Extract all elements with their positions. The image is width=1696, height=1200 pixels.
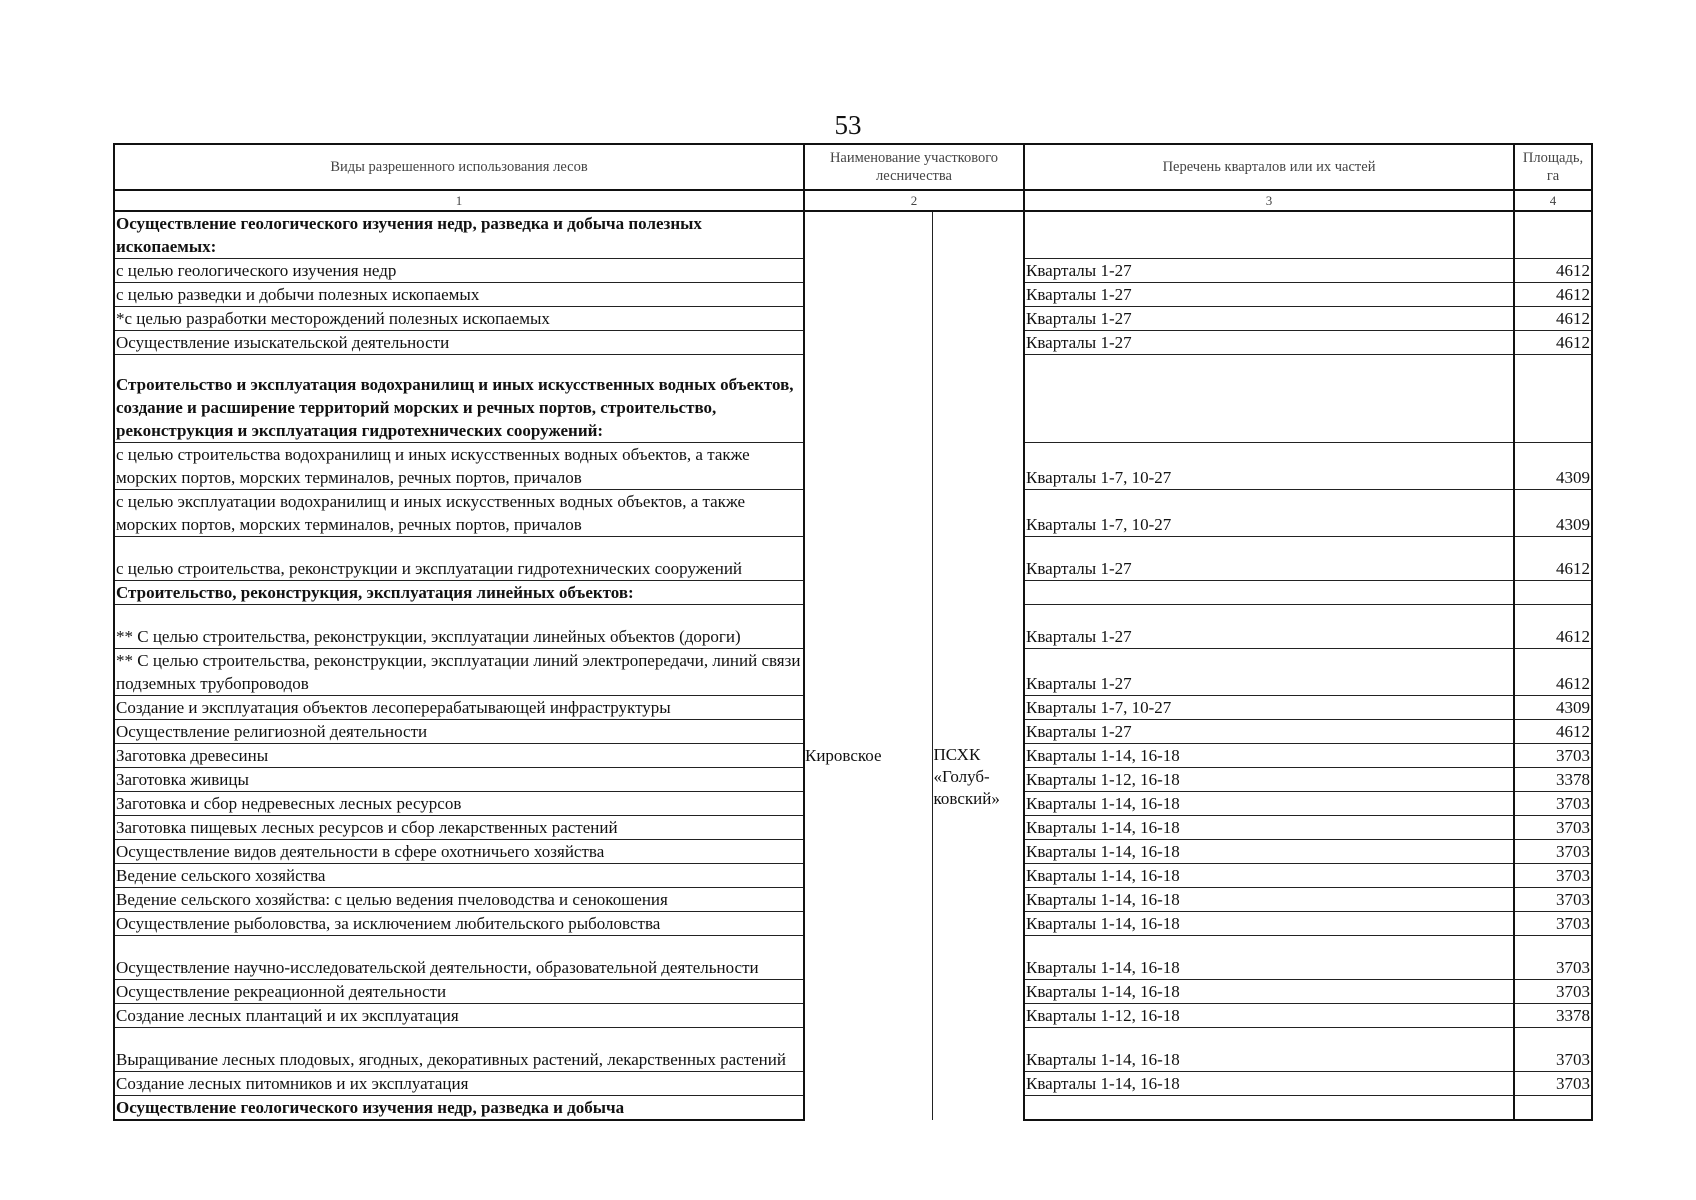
quarters-cell: Кварталы 1-27	[1024, 605, 1514, 649]
use-type-cell: Ведение сельского хозяйства	[114, 864, 804, 888]
quarters-cell: Кварталы 1-14, 16-18	[1024, 744, 1514, 768]
area-cell: 4612	[1514, 307, 1592, 331]
table-row	[114, 211, 1592, 259]
area-cell	[1514, 355, 1592, 443]
header-row	[114, 144, 1592, 190]
quarters-cell	[1024, 355, 1514, 443]
forestry-subdistrict-name: «Голуб-	[933, 766, 990, 786]
forestry-district-cell	[804, 443, 932, 490]
use-type-cell: ** С целью строительства, реконструкции, эксплуатации линейных объектов (дороги)	[114, 605, 804, 649]
forestry-subdistrict-cell	[932, 355, 1024, 443]
quarters-cell: Кварталы 1-12, 16-18	[1024, 1004, 1514, 1028]
area-cell: 3703	[1514, 1028, 1592, 1072]
area-cell	[1514, 1096, 1592, 1121]
area-cell: 3378	[1514, 768, 1592, 792]
use-type-cell: Заготовка пищевых лесных ресурсов и сбор лекарственных растений	[114, 816, 804, 840]
quarters-cell: Кварталы 1-27	[1024, 649, 1514, 696]
forestry-subdistrict-cell	[932, 581, 1024, 605]
area-cell: 4309	[1514, 696, 1592, 720]
table-row	[114, 840, 1592, 864]
area-cell: 3703	[1514, 1072, 1592, 1096]
use-type-cell: Осуществление научно-исследовательской деятельности, образовательной деятельности	[114, 936, 804, 980]
area-cell: 3703	[1514, 792, 1592, 816]
forestry-district-cell	[804, 936, 932, 980]
forestry-district-cell	[804, 696, 932, 720]
use-type-cell: Заготовка и сбор недревесных лесных ресурсов	[114, 792, 804, 816]
header-quarters-list: Перечень кварталов или их частей	[1024, 144, 1514, 190]
forestry-subdistrict-cell	[932, 816, 1024, 840]
forest-use-table	[113, 143, 1593, 1121]
forestry-subdistrict-cell	[932, 720, 1024, 744]
area-cell: 4612	[1514, 537, 1592, 581]
quarters-cell: Кварталы 1-12, 16-18	[1024, 768, 1514, 792]
quarters-cell: Кварталы 1-14, 16-18	[1024, 912, 1514, 936]
quarters-cell	[1024, 581, 1514, 605]
area-cell: 3703	[1514, 744, 1592, 768]
forestry-district-cell	[804, 980, 932, 1004]
forestry-subdistrict-cell	[932, 259, 1024, 283]
forestry-district-cell	[804, 1096, 932, 1121]
forestry-district-cell	[804, 259, 932, 283]
use-type-cell: Осуществление рыболовства, за исключением любительского рыболовства	[114, 912, 804, 936]
forestry-subdistrict-cell	[932, 331, 1024, 355]
use-type-cell: *с целью разработки месторождений полезных ископаемых	[114, 307, 804, 331]
forestry-subdistrict-cell	[932, 490, 1024, 537]
header-num-1: 1	[114, 190, 804, 211]
table-row	[114, 581, 1592, 605]
forestry-subdistrict-name: ковский»	[933, 788, 1000, 808]
use-type-cell: с целью геологического изучения недр	[114, 259, 804, 283]
area-cell: 3378	[1514, 1004, 1592, 1028]
area-cell: 4612	[1514, 331, 1592, 355]
forestry-subdistrict-cell	[932, 864, 1024, 888]
table-row	[114, 980, 1592, 1004]
forestry-district-cell	[804, 1028, 932, 1072]
quarters-cell: Кварталы 1-14, 16-18	[1024, 816, 1514, 840]
area-cell	[1514, 581, 1592, 605]
table-row	[114, 768, 1592, 792]
forestry-district-cell	[804, 1004, 932, 1028]
area-cell	[1514, 211, 1592, 259]
quarters-cell	[1024, 211, 1514, 259]
quarters-cell: Кварталы 1-14, 16-18	[1024, 1072, 1514, 1096]
table-row	[114, 888, 1592, 912]
table-row	[114, 307, 1592, 331]
quarters-cell: Кварталы 1-14, 16-18	[1024, 888, 1514, 912]
quarters-cell: Кварталы 1-7, 10-27	[1024, 443, 1514, 490]
area-cell: 4612	[1514, 605, 1592, 649]
area-cell: 3703	[1514, 936, 1592, 980]
use-type-cell: с целью строительства, реконструкции и эксплуатации гидротехнических сооружений	[114, 537, 804, 581]
area-cell: 4612	[1514, 649, 1592, 696]
forestry-subdistrict-block	[934, 744, 1000, 810]
table-row	[114, 1096, 1592, 1121]
table-row	[114, 696, 1592, 720]
forestry-district-cell	[804, 537, 932, 581]
forestry-subdistrict-cell	[932, 744, 1024, 808]
forestry-district-cell	[804, 283, 932, 307]
table-row	[114, 864, 1592, 888]
table-row	[114, 1028, 1592, 1072]
quarters-cell: Кварталы 1-27	[1024, 307, 1514, 331]
area-cell: 3703	[1514, 840, 1592, 864]
use-type-cell: Осуществление геологического изучения недр, разведка и добыча полезных ископаемых:	[114, 211, 804, 259]
quarters-cell: Кварталы 1-14, 16-18	[1024, 980, 1514, 1004]
forestry-subdistrict-cell	[932, 283, 1024, 307]
quarters-cell: Кварталы 1-7, 10-27	[1024, 490, 1514, 537]
forestry-district-cell	[804, 649, 932, 696]
quarters-cell: Кварталы 1-27	[1024, 259, 1514, 283]
use-type-cell: Осуществление геологического изучения недр, разведка и добыча	[114, 1096, 804, 1121]
forestry-subdistrict-cell	[932, 649, 1024, 696]
forestry-district-cell	[804, 864, 932, 888]
table-row	[114, 936, 1592, 980]
use-type-cell: Создание лесных питомников и их эксплуатация	[114, 1072, 804, 1096]
use-type-cell: с целью разведки и добычи полезных ископаемых	[114, 283, 804, 307]
use-type-cell: Осуществление изыскательской деятельности	[114, 331, 804, 355]
use-type-cell: Ведение сельского хозяйства: с целью ведения пчеловодства и сенокошения	[114, 888, 804, 912]
table-row	[114, 792, 1592, 816]
area-cell: 4309	[1514, 443, 1592, 490]
quarters-cell: Кварталы 1-27	[1024, 283, 1514, 307]
forestry-subdistrict-cell	[932, 912, 1024, 936]
header-use-types: Виды разрешенного использования лесов	[114, 144, 804, 190]
quarters-cell: Кварталы 1-27	[1024, 537, 1514, 581]
use-type-cell: Создание и эксплуатация объектов лесоперерабатывающей инфраструктуры	[114, 696, 804, 720]
use-type-cell: Строительство, реконструкция, эксплуатация линейных объектов:	[114, 581, 804, 605]
use-type-cell: Осуществление рекреационной деятельности	[114, 980, 804, 1004]
area-cell: 3703	[1514, 864, 1592, 888]
forestry-district-cell	[804, 816, 932, 840]
table-row	[114, 259, 1592, 283]
forestry-subdistrict-cell	[932, 211, 1024, 259]
table-row	[114, 912, 1592, 936]
table-row	[114, 816, 1592, 840]
forestry-district-cell	[804, 840, 932, 864]
table-row	[114, 355, 1592, 443]
forestry-subdistrict-cell	[932, 888, 1024, 912]
quarters-cell: Кварталы 1-27	[1024, 331, 1514, 355]
forestry-district-cell	[804, 912, 932, 936]
table-row	[114, 331, 1592, 355]
forestry-subdistrict-cell	[932, 1072, 1024, 1096]
quarters-cell: Кварталы 1-27	[1024, 720, 1514, 744]
table-row	[114, 605, 1592, 649]
use-type-cell: Осуществление видов деятельности в сфере охотничьего хозяйства	[114, 840, 804, 864]
forestry-subdistrict-cell	[932, 840, 1024, 864]
table-row	[114, 443, 1592, 490]
forestry-district-cell	[804, 888, 932, 912]
area-cell: 3703	[1514, 816, 1592, 840]
table-row	[114, 649, 1592, 696]
forestry-subdistrict-cell	[932, 537, 1024, 581]
forestry-subdistrict-cell	[932, 605, 1024, 649]
table-row	[114, 490, 1592, 537]
page-number: 53	[834, 110, 862, 140]
quarters-cell: Кварталы 1-14, 16-18	[1024, 840, 1514, 864]
table-body	[114, 211, 1592, 1120]
forestry-district-cell	[804, 744, 932, 768]
header-forestry-name: Наименование участкового лесничества	[804, 144, 1024, 190]
forestry-district-cell	[804, 1072, 932, 1096]
forestry-subdistrict-cell	[932, 443, 1024, 490]
table-row	[114, 1004, 1592, 1028]
forestry-subdistrict-cell	[932, 1096, 1024, 1121]
quarters-cell: Кварталы 1-14, 16-18	[1024, 792, 1514, 816]
forestry-subdistrict-cell	[932, 696, 1024, 720]
area-cell: 3703	[1514, 980, 1592, 1004]
forestry-district-cell	[804, 605, 932, 649]
table-row	[114, 744, 1592, 768]
quarters-cell: Кварталы 1-14, 16-18	[1024, 1028, 1514, 1072]
forestry-subdistrict-name: ПСХК	[933, 744, 981, 764]
forestry-district-cell	[804, 355, 932, 443]
forestry-subdistrict-cell	[932, 307, 1024, 331]
table-row	[114, 537, 1592, 581]
table-row	[114, 1072, 1592, 1096]
use-type-cell: ** С целью строительства, реконструкции, эксплуатации линий электропередачи, линий связи подземных трубопроводов	[114, 649, 804, 696]
forestry-district-cell	[804, 581, 932, 605]
forestry-subdistrict-cell	[932, 1028, 1024, 1072]
forestry-district-cell	[804, 720, 932, 744]
quarters-cell	[1024, 1096, 1514, 1121]
area-cell: 4612	[1514, 283, 1592, 307]
use-type-cell: Заготовка древесины	[114, 744, 804, 768]
forestry-subdistrict-cell	[932, 936, 1024, 980]
area-cell: 3703	[1514, 888, 1592, 912]
quarters-cell: Кварталы 1-14, 16-18	[1024, 864, 1514, 888]
forestry-subdistrict-cell	[932, 1004, 1024, 1028]
header-num-2: 2	[804, 190, 1024, 211]
use-type-cell: Заготовка живицы	[114, 768, 804, 792]
area-cell: 4612	[1514, 259, 1592, 283]
use-type-cell: Создание лесных плантаций и их эксплуатация	[114, 1004, 804, 1028]
use-type-cell: Строительство и эксплуатация водохранилищ и иных искусственных водных объектов, создание и расширение территорий морских и речных портов, строительство, реконструкция и эксплуатация гидротехнических сооружений:	[114, 355, 804, 443]
forestry-district-cell	[804, 490, 932, 537]
forestry-district-cell	[804, 307, 932, 331]
use-type-cell: с целью эксплуатации водохранилищ и иных искусственных водных объектов, а также морских портов, морских терминалов, речных портов, причалов	[114, 490, 804, 537]
use-type-cell: Выращивание лесных плодовых, ягодных, декоративных растений, лекарственных растений	[114, 1028, 804, 1072]
header-area: Площадь, га	[1514, 144, 1592, 190]
header-num-4: 4	[1514, 190, 1592, 211]
forestry-district-cell	[804, 792, 932, 816]
forestry-district-cell	[804, 211, 932, 259]
forestry-district-cell	[804, 768, 932, 792]
forestry-district-name: Кировское	[805, 745, 882, 765]
use-type-cell: Осуществление религиозной деятельности	[114, 720, 804, 744]
header-num-3: 3	[1024, 190, 1514, 211]
area-cell: 4612	[1514, 720, 1592, 744]
use-type-cell: с целью строительства водохранилищ и иных искусственных водных объектов, а также морских портов, морских терминалов, речных портов, причалов	[114, 443, 804, 490]
quarters-cell: Кварталы 1-14, 16-18	[1024, 936, 1514, 980]
table-row	[114, 283, 1592, 307]
forestry-district-cell	[804, 331, 932, 355]
area-cell: 4309	[1514, 490, 1592, 537]
table-row	[114, 720, 1592, 744]
area-cell: 3703	[1514, 912, 1592, 936]
forestry-subdistrict-cell	[932, 980, 1024, 1004]
quarters-cell: Кварталы 1-7, 10-27	[1024, 696, 1514, 720]
header-number-row	[114, 190, 1592, 211]
